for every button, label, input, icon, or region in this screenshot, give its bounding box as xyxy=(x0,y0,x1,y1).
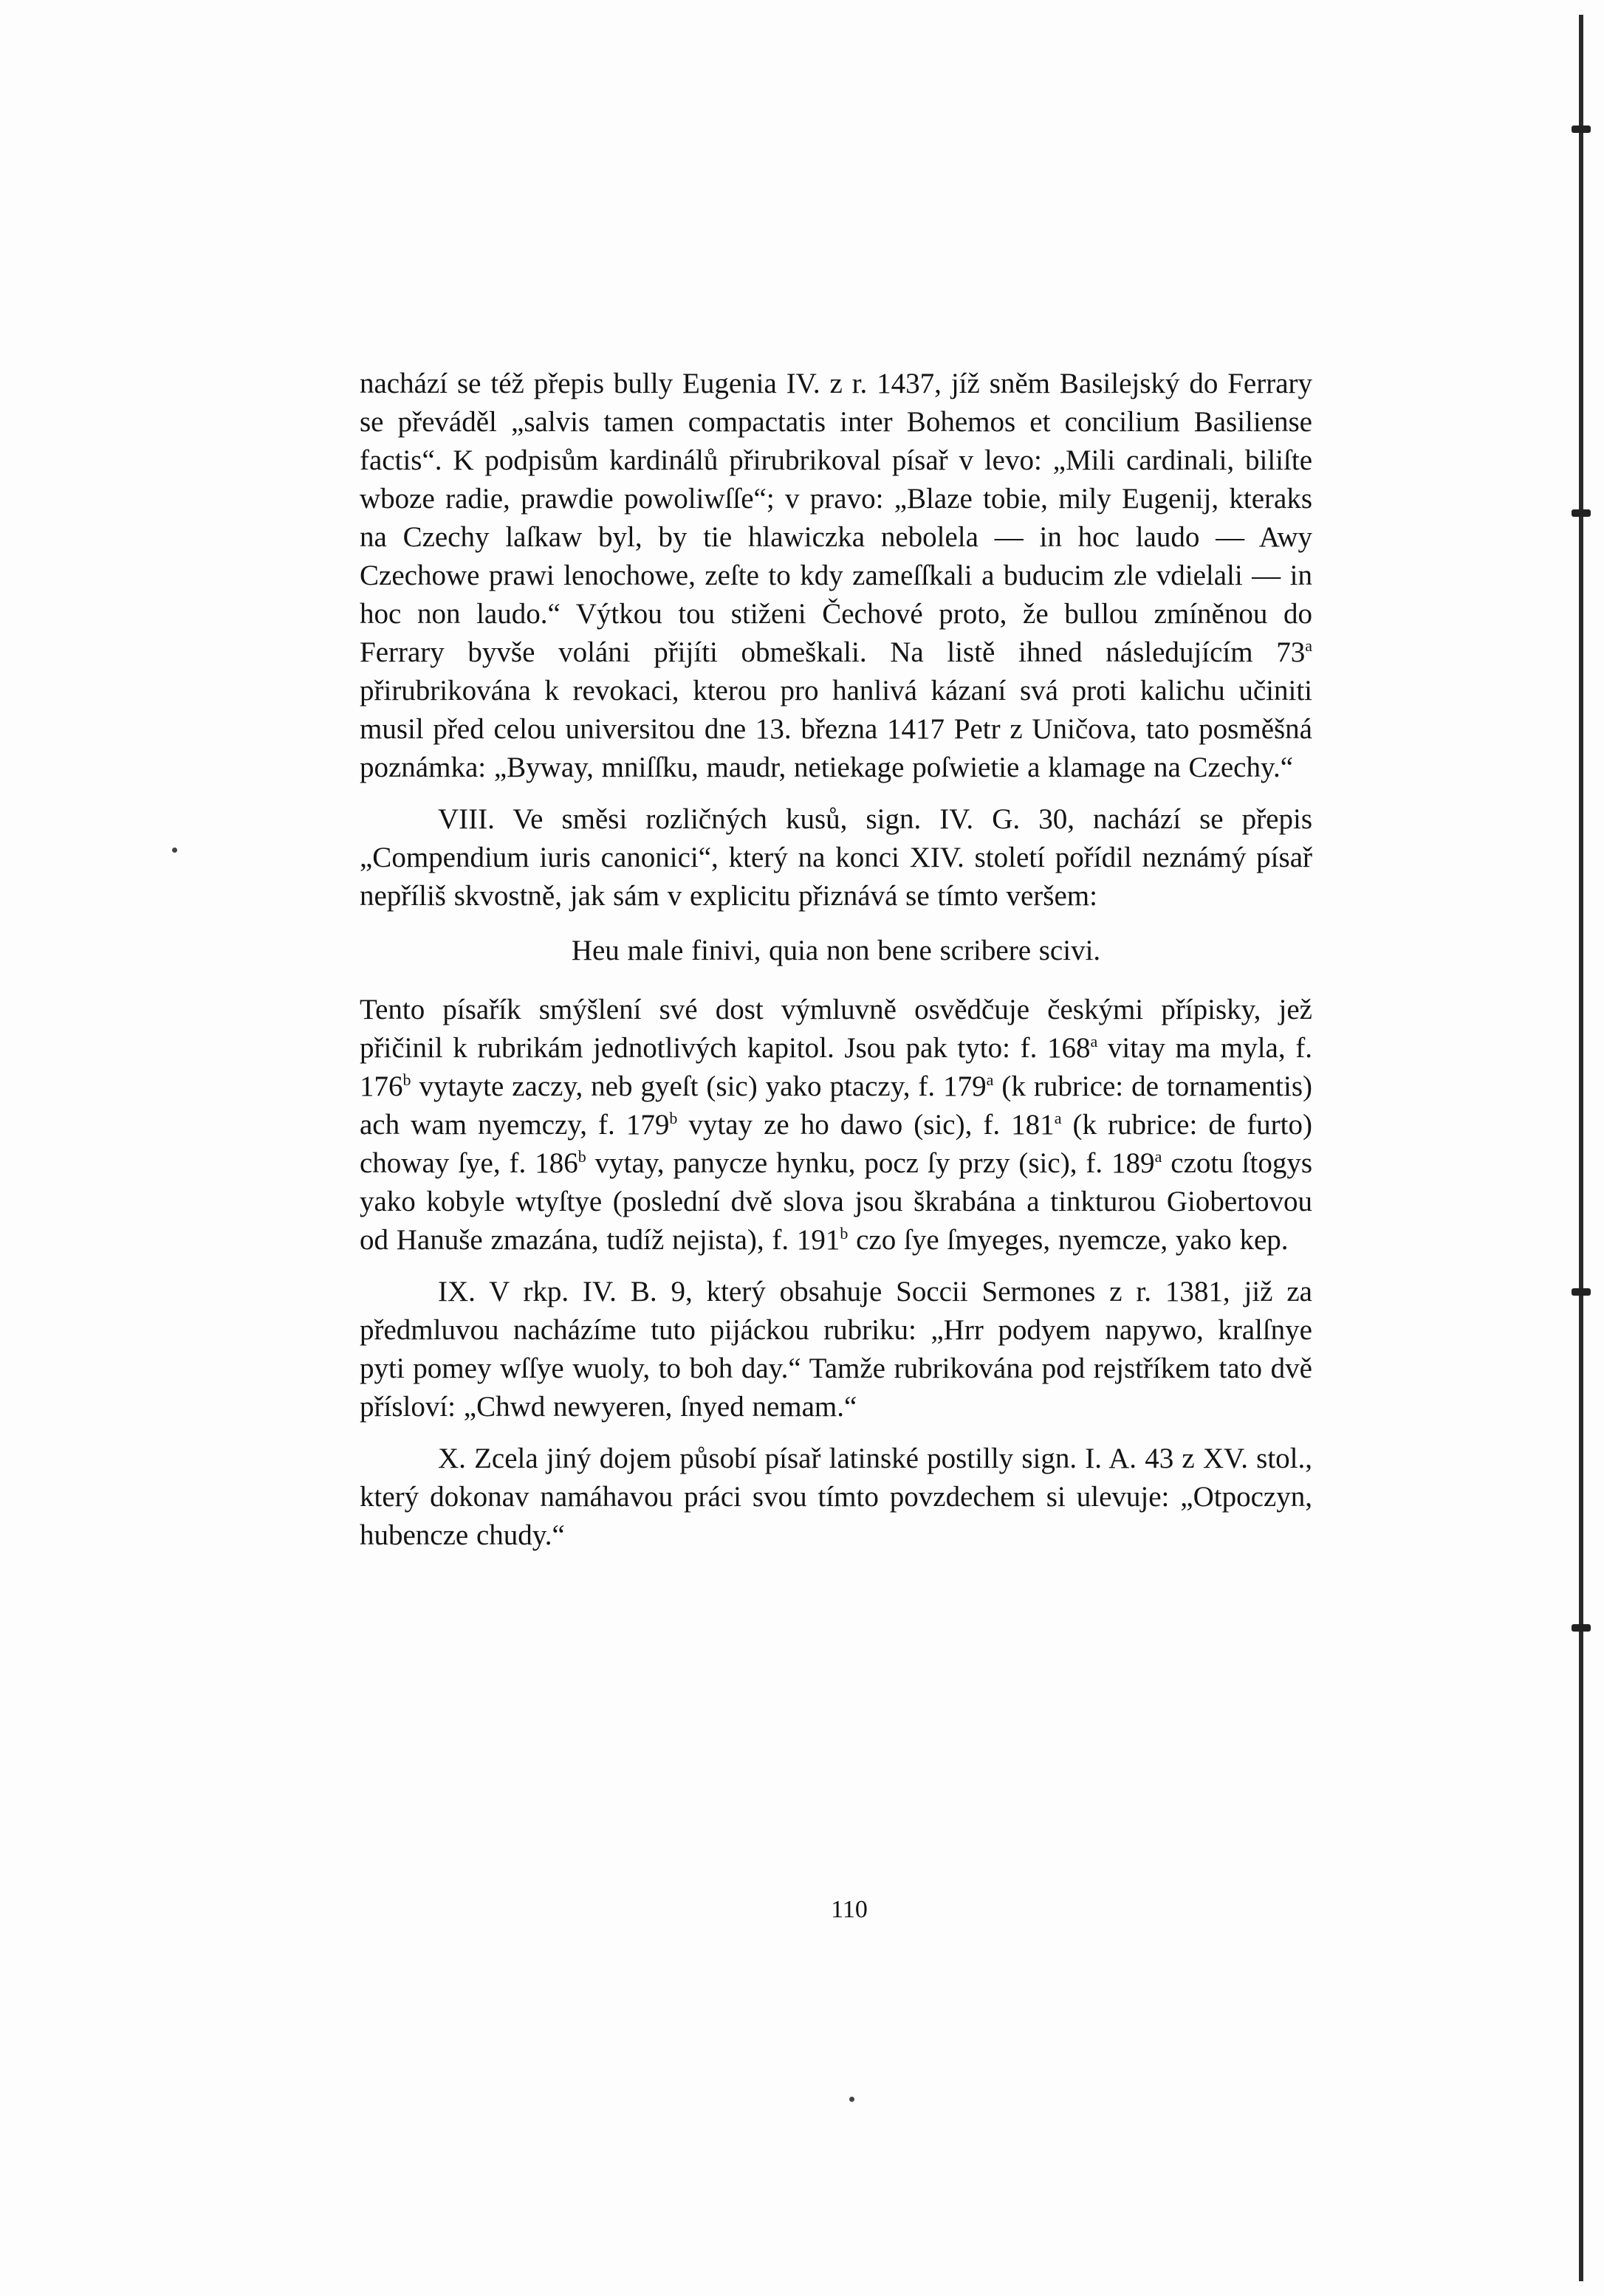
scan-edge-mark xyxy=(1572,1288,1591,1296)
paragraph-2: VIII. Ve směsi rozličných kusů, sign. IV. G. 30, nachází se přepis „Compendium iuris canonici“, který na konci XIV. století pořídil neznámý písař nepříliš skvostně, jak sám v explicitu přiznává se tímto veršem: xyxy=(360,803,1312,912)
scan-edge-mark xyxy=(1572,126,1591,133)
paragraph-5: X. Zcela jiný dojem působí písař latinské postilly sign. I. A. 43 z XV. stol., který dokonav namáhavou práci svou tímto povzdechem si ulevuje: „Otpoczyn, hubencze chudy.“ xyxy=(360,1443,1312,1551)
paragraph-3: Tento písařík smýšlení své dost výmluvně osvědčuje českými přípisky, jež přičinil k rubrikám jednotlivých kapitol. Jsou pak tyto: f. 168$^a$ vitay ma myla, f. 176$^b$ vytayte zaczy, neb gyeſt (sic) yako ptaczy, f. 179$^a$ (k rubrice: de tornamentis) ach wam nyemczy, f. 179$^b$ vytay ze ho dawo (sic), f. 181$^a$ (k rubrice: de furto) choway ſye, f. 186$^b$ vytay, panycze hynku, pocz ſy przy (sic), f. 189$^a$ czotu ſtogys yako kobyle wtyſtye (poslední dvě slova jsou škrabána a tinkturou Giobertovou od Hanuše zmazána, tudíž nejista), f. 191$^b$ czo ſye ſmyeges, nyemcze, yako kep. xyxy=(360,994,1313,1256)
scan-edge-mark xyxy=(1572,509,1591,517)
scan-speck xyxy=(849,2097,854,2102)
body-text xyxy=(360,365,1312,1555)
verse-line: Heu male finivi, quia non bene scribere scivi. xyxy=(571,935,1101,966)
paragraph-1: nachází se též přepis bully Eugenia IV. z r. 1437, jíž sněm Basilejský do Ferrary se převáděl „salvis tamen compactatis inter Bohemos et concilium Basiliense factis“. K podpisům kardinálů přirubrikoval písař v levo: „Mili cardinali, biliſte wboze radie, prawdie powoliwſſe“; v pravo: „Blaze tobie, mily Eugenij, kteraks na Czechy laſkaw byl, by tie hlawiczka nebolela — in hoc laudo — Awy Czechowe prawi lenochowe, zeſte to kdy zameſſkali a buducim zle vdielali — in hoc non laudo.“ Výtkou tou stiženi Čechové proto, že bullou zmíněnou do Ferrary byvše voláni přijíti obmeškali. Na listě ihned následujícím 73$^a$ přirubrikována k revokaci, kterou pro hanlivá kázaní svá proti kalichu učiniti musil před celou universitou dne 13. března 1417 Petr z Uničova, tato posměšná poznámka: „Byway, mniſſku, maudr, netiekage poſwietie a klamage na Czechy.“ xyxy=(360,368,1312,783)
scan-speck xyxy=(172,848,177,853)
page-number: 110 xyxy=(831,1896,868,1923)
scan-edge-line xyxy=(1579,15,1583,2281)
paragraph-4: IX. V rkp. IV. B. 9, který obsahuje Soccii Sermones z r. 1381, již za předmluvou nacházíme tuto pijáckou rubriku: „Hrr podyem napywo, kralſnye pyti pomey wſſye wuoly, to boh day.“ Tamže rubrikována pod rejstříkem tato dvě přísloví: „Chwd newyeren, ſnyed nemam.“ xyxy=(360,1276,1312,1423)
scan-edge-mark xyxy=(1572,1624,1591,1632)
